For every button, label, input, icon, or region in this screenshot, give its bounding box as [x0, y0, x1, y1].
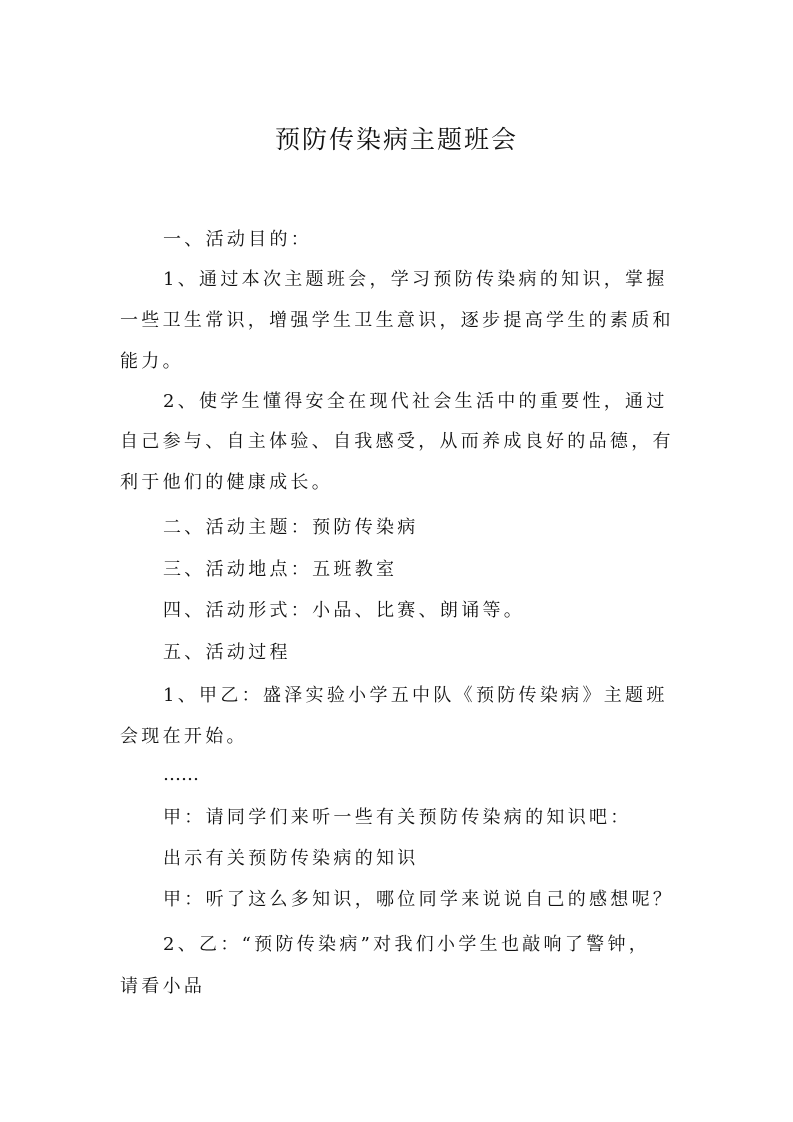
paragraph-line: 甲：听了这么多知识，哪位同学来说说自己的感想呢？ — [163, 889, 675, 910]
paragraph-line: 利于他们的健康成长。 — [120, 472, 333, 493]
section-heading: 三、活动地点：五班教室 — [163, 559, 398, 580]
paragraph-line: 请看小品 — [120, 976, 206, 997]
paragraph-line: 2、使学生懂得安全在现代社会生活中的重要性，通过 — [163, 391, 668, 412]
paragraph-line: 1、甲乙：盛泽实验小学五中队《预防传染病》主题班 — [163, 685, 668, 706]
paragraph-line: 一些卫生常识，增强学生卫生意识，逐步提高学生的素质和 — [120, 310, 674, 331]
paragraph-line: 2、乙：“预防传染病”对我们小学生也敲响了警钟， — [163, 934, 651, 955]
ellipsis: …… — [163, 764, 199, 785]
paragraph-line: 甲：请同学们来听一些有关预防传染病的知识吧： — [163, 807, 632, 828]
paragraph-line: 1、通过本次主题班会，学习预防传染病的知识，掌握 — [163, 269, 668, 290]
section-heading: 四、活动形式：小品、比赛、朗诵等。 — [163, 600, 526, 621]
section-heading: 五、活动过程 — [163, 642, 291, 663]
document-title: 预防传染病主题班会 — [274, 125, 518, 154]
paragraph-line: 会现在开始。 — [120, 726, 248, 747]
paragraph-line: 出示有关预防传染病的知识 — [163, 848, 419, 869]
section-heading: 二、活动主题：预防传染病 — [163, 517, 419, 538]
section-heading: 一、活动目的： — [163, 229, 313, 250]
paragraph-line: 自己参与、自主体验、自我感受，从而养成良好的品德，有 — [120, 431, 674, 452]
paragraph-line: 能力。 — [120, 351, 184, 372]
